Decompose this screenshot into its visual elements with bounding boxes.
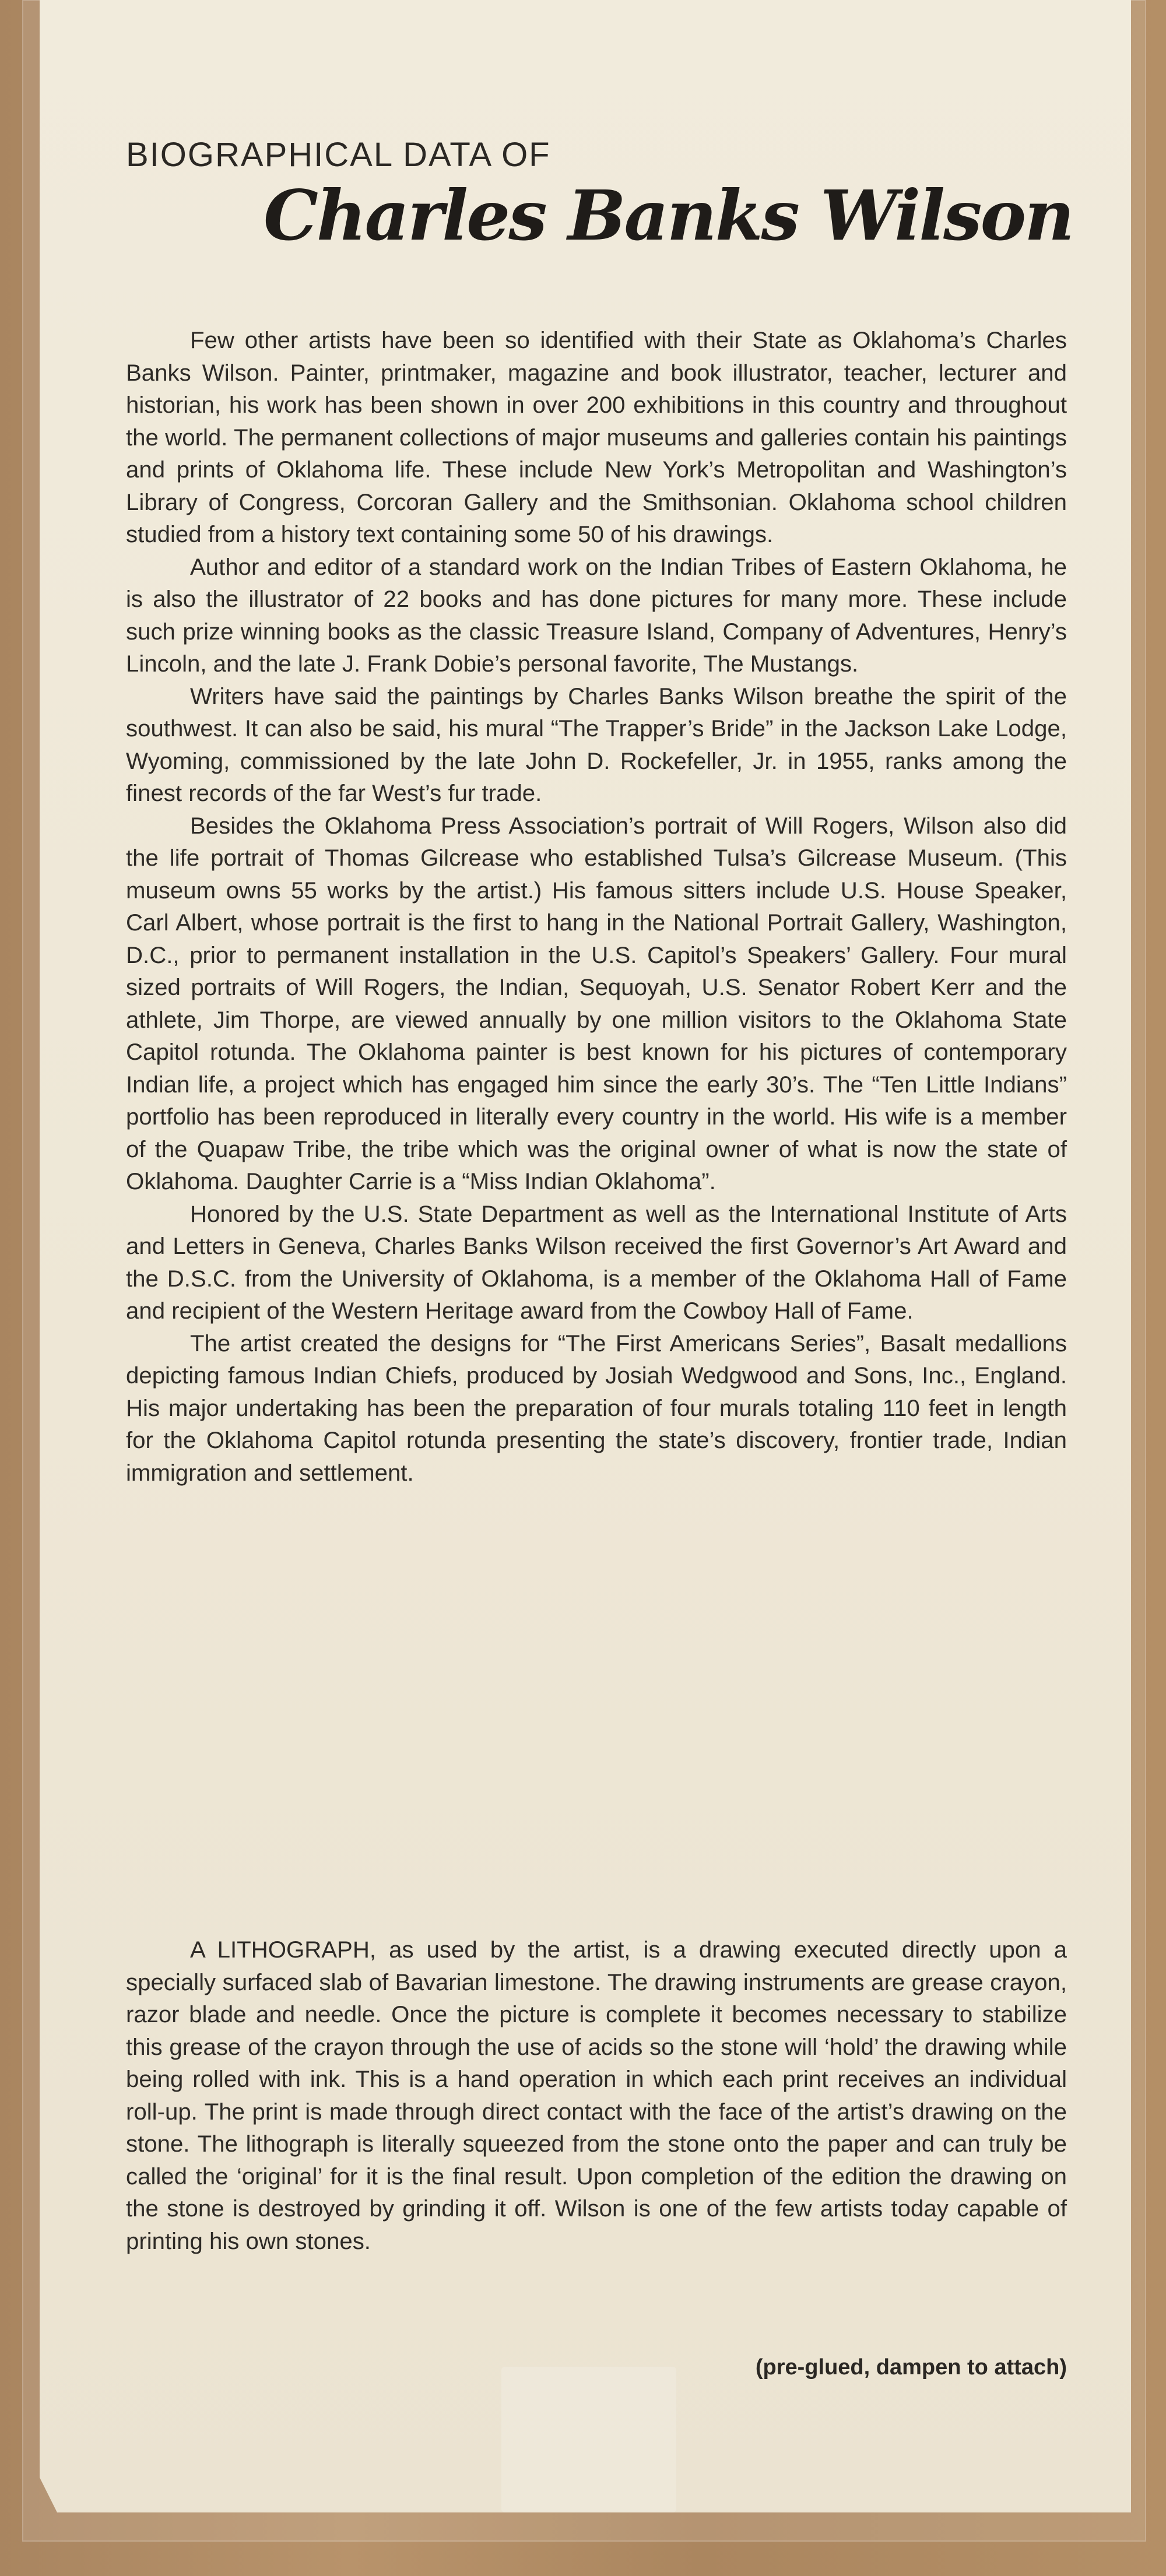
footnote: (pre-glued, dampen to attach) — [755, 2355, 1067, 2380]
paragraph-intro: Few other artists have been so identified with their State as Oklahoma’s Charles Banks Wilson. Painter, printmaker, magazine and book illustrator, teacher, lecturer and historian, his work has been shown in over 200 exhibitions in this country and throughout the world. The permanent collections of major museums and galleries contain his paintings and prints of Oklahoma life. These include New York’s Metropolitan and Washington’s Library of Congress, Corcoran Gallery and the Smithsonian. Oklahoma school children studied from a history text containing some 50 of his drawings. — [126, 327, 1067, 547]
header-label: BIOGRAPHICAL DATA OF — [126, 136, 551, 174]
paragraph-lithograph: A LITHOGRAPH, as used by the artist, is a drawing executed directly upon a specially surfaced slab of Bavarian limestone. The drawing instruments are grease crayon, razor blade and needle. Once the picture is complete it becomes necessary to stabilize this grease of the crayon through the use of acids so the stone will ‘hold’ the drawing while being rolled with ink. This is a hand operation in which each print receives an individual roll-up. The print is made through direct contact with the face of the artist’s drawing on the stone. The lithograph is literally squeezed from the stone onto the paper and can truly be called the ‘original’ for it is the final result. Upon completion of the edition the drawing on the stone is destroyed by grinding it off. Wilson is one of the few artists today capable of printing his own stones. — [126, 1937, 1067, 2254]
lithograph-section — [126, 1934, 1067, 2257]
tape-residue — [501, 2367, 676, 2512]
paragraph-portraits: Besides the Oklahoma Press Association’s portrait of Will Rogers, Wilson also did the life portrait of Thomas Gilcrease who established Tulsa’s Gilcrease Museum. (This museum owns 55 works by the artist.) His famous sitters include U.S. House Speaker, Carl Albert, whose portrait is the first to hang in the National Portrait Gallery, Washington, D.C., prior to permanent installation in the U.S. Capitol’s Speakers’ Gallery. Four mural sized portraits of Will Rogers, the Indian, Sequoyah, U.S. Senator Robert Kerr and the athlete, Jim Thorpe, are viewed annually by one million visitors to the Oklahoma State Capitol rotunda. The Oklahoma painter is best known for his pictures of contemporary Indian life, a project which has engaged him since the early 30’s. The “Ten Little Indians” portfolio has been reproduced in literally every country in the world. His wife is a member of the Quapaw Tribe, the tribe which was the original owner of what is now the state of Oklahoma. Daughter Carrie is a “Miss Indian Oklahoma”. — [126, 812, 1067, 1194]
paragraph-writers: Writers have said the paintings by Charles Banks Wilson breathe the spirit of the southwest. It can also be said, his mural “The Trapper’s Bride” in the Jackson Lake Lodge, Wyoming, commissioned by the late John D. Rockefeller, Jr. in 1955, ranks among the finest records of the far West’s fur trade. — [126, 683, 1067, 806]
biography-body — [126, 324, 1067, 1489]
artist-signature: Charles Banks Wilson — [263, 175, 1073, 256]
paragraph-author: Author and editor of a standard work on the Indian Tribes of Eastern Oklahoma, he is also the illustrator of 22 books and has done pictures for many more. These include such prize winning books as the classic Treasure Island, Company of Adventures, Henry’s Lincoln, and the late J. Frank Dobie’s personal favorite, The Mustangs. — [126, 553, 1067, 677]
paragraph-designs: The artist created the designs for “The First Americans Series”, Basalt medallions depicting famous Indian Chiefs, produced by Josiah Wedgwood and Sons, Inc., England. His major undertaking has been the preparation of four murals totaling 110 feet in length for the Oklahoma Capitol rotunda presenting the state’s discovery, frontier trade, Indian immigration and settlement. — [126, 1330, 1067, 1486]
paragraph-honors: Honored by the U.S. State Department as well as the International Institute of Arts and Letters in Geneva, Charles Banks Wilson received the first Governor’s Art Award and the D.S.C. from the University of Oklahoma, is a member of the Oklahoma Hall of Fame and recipient of the Western Heritage award from the Cowboy Hall of Fame. — [126, 1200, 1067, 1324]
